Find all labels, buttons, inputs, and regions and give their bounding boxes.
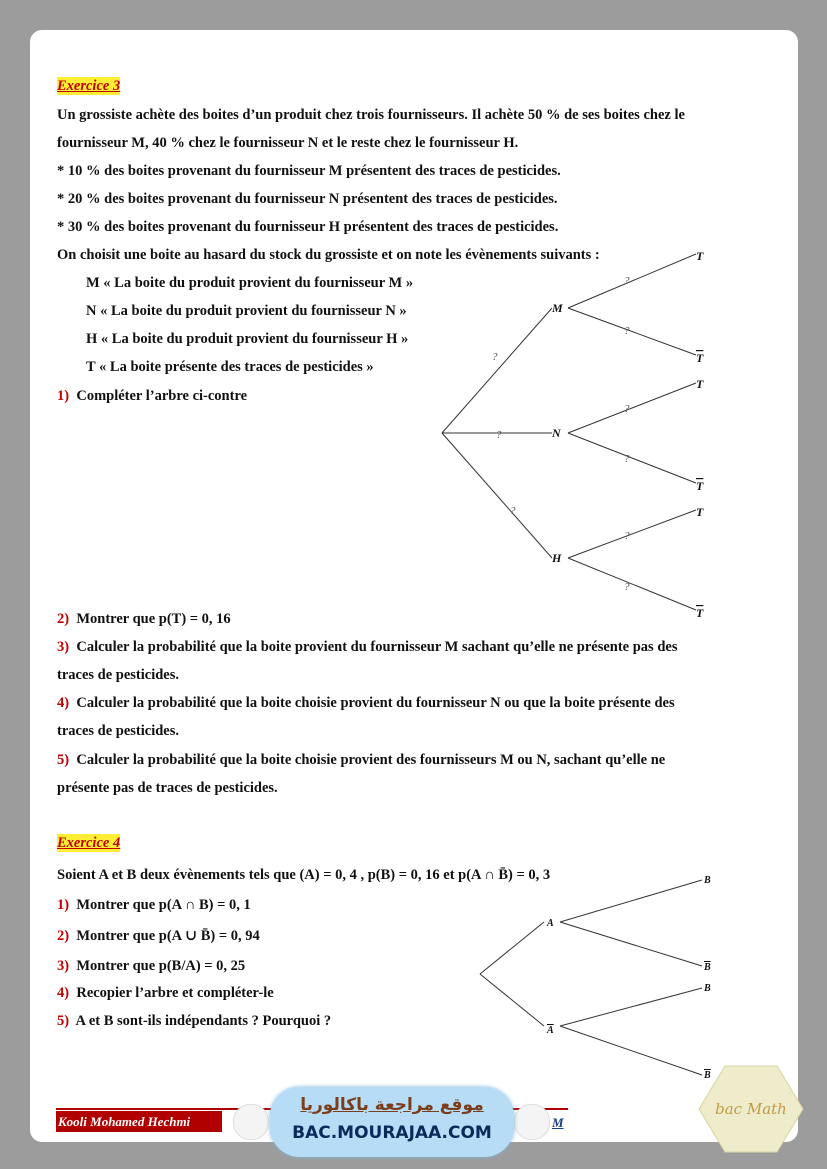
leaf-t: T: [696, 377, 704, 391]
event-m: M « La boite du produit provient du fournisseur M »: [86, 275, 414, 291]
unknown-prob: ?: [624, 403, 630, 415]
leaf-tbar: T: [696, 606, 704, 620]
question-1: [57, 387, 247, 405]
ex4-question-3: [57, 957, 245, 975]
branch-abar-b: [560, 988, 702, 1026]
exercise4-intro: Soient A et B deux évènements tels que (A) = 0, 4 , p(B) = 0, 16 et p(A ∩ B̄) = 0, 3: [57, 867, 551, 883]
question-text: Calculer la probabilité que la boite provient du fournisseur M sachant qu’elle ne présente pas des: [76, 639, 678, 655]
unknown-prob: ?: [624, 325, 630, 337]
branch-h-tbar: [568, 558, 696, 610]
unknown-prob: ?: [624, 275, 630, 287]
branch-a-b: [560, 880, 702, 922]
unknown-prob: ?: [624, 581, 630, 593]
ex4-question-5: [57, 1012, 331, 1030]
branch-root-a: [480, 922, 544, 974]
ex4-question-2: [57, 927, 260, 945]
site-logo-right: [514, 1104, 550, 1140]
exercise3-intro-line1: Un grossiste achète des boites d’un produit chez trois fournisseurs. Il achète 50 % de ses boites chez le: [57, 107, 685, 123]
bac-math-logo: [697, 1064, 805, 1154]
footer-author: Kooli Mohamed Hechmi: [56, 1111, 222, 1132]
question-3: [57, 638, 677, 656]
branch-root-h: [442, 433, 552, 558]
question-number: 1): [57, 388, 70, 404]
question-text: Calculer la probabilité que la boite choisie provient des fournisseurs M ou N, sachant qu’elle ne: [76, 752, 666, 768]
ex4-question-4: [57, 984, 274, 1002]
exercise3-intro-line2: fournisseur M, 40 % chez le fournisseur N et le reste chez le fournisseur H.: [57, 135, 519, 151]
node-h: H: [552, 551, 562, 565]
question-number: 3): [57, 639, 70, 655]
logo-text: bac Math: [715, 1100, 787, 1118]
branch-n-tbar: [568, 433, 696, 483]
branch-h-t: [568, 510, 696, 558]
leaf-bbar: B: [704, 962, 711, 973]
leaf-bbar: B: [704, 1070, 711, 1081]
question-text: Calculer la probabilité que la boite choisie provient du fournisseur N ou que la boite présente des: [76, 695, 675, 711]
question-5-cont: présente pas de traces de pesticides.: [57, 780, 278, 796]
banner-arabic: موقع مراجعة باكالوريا: [300, 1095, 484, 1115]
leaf-b: B: [704, 983, 711, 994]
exercise3-bullet: * 20 % des boites provenant du fournisseur N présentent des traces de pesticides.: [57, 191, 558, 207]
question-3-cont: traces de pesticides.: [57, 667, 180, 683]
node-m: M: [552, 301, 563, 315]
question-2: [57, 610, 231, 628]
question-4: [57, 694, 675, 712]
question-text: Montrer que p(A ∪ B̄) = 0, 94: [76, 928, 260, 944]
question-5: [57, 751, 665, 769]
question-text: Compléter l’arbre ci-contre: [76, 388, 248, 404]
branch-m-tbar: [568, 308, 696, 355]
leaf-tbar: T: [696, 351, 704, 365]
question-text: A et B sont-ils indépendants ? Pourquoi ?: [75, 1013, 332, 1029]
node-n: N: [552, 426, 561, 440]
node-abar: A: [547, 1025, 554, 1036]
unknown-prob: ?: [624, 453, 630, 465]
unknown-prob: ?: [624, 530, 630, 542]
question-text: Montrer que p(A ∩ B) = 0, 1: [76, 897, 251, 913]
exercise3-choice-line: On choisit une boite au hasard du stock du grossiste et on note les évènements suivants :: [57, 247, 600, 263]
exercise3-bullet: * 10 % des boites provenant du fournisseur M présentent des traces de pesticides.: [57, 163, 561, 179]
exercise3-bullet: * 30 % des boites provenant du fournisseur H présentent des traces de pesticides.: [57, 219, 559, 235]
event-t: T « La boite présente des traces de pesticides »: [86, 359, 374, 375]
branch-n-t: [568, 383, 696, 433]
leaf-t: T: [696, 249, 704, 263]
question-number: 5): [57, 752, 70, 768]
footer-right-fragment: M: [552, 1115, 564, 1130]
question-text: Recopier l’arbre et compléter-le: [76, 985, 274, 1001]
site-logo-left: [233, 1104, 269, 1140]
node-a: A: [547, 918, 554, 929]
question-number: 5): [57, 1013, 70, 1029]
question-text: Montrer que p(B/A) = 0, 25: [76, 958, 246, 974]
exercise4-title: Exercice 4: [57, 835, 121, 851]
question-number: 4): [57, 695, 70, 711]
branch-abar-bbar: [560, 1026, 702, 1075]
event-n: N « La boite du produit provient du fournisseur N »: [86, 303, 407, 319]
question-number: 1): [57, 897, 70, 913]
site-banner[interactable]: [270, 1087, 514, 1157]
question-number: 2): [57, 611, 70, 627]
probability-tree-1: [430, 240, 730, 630]
branch-m-t: [568, 254, 696, 308]
question-text: Montrer que p(T) = 0, 16: [76, 611, 231, 627]
event-h: H « La boite du produit provient du fournisseur H »: [86, 331, 409, 347]
branch-root-m: [442, 308, 552, 433]
question-number: 2): [57, 928, 70, 944]
question-number: 4): [57, 985, 70, 1001]
exercise3-title: Exercice 3: [57, 78, 121, 94]
leaf-tbar: T: [696, 479, 704, 493]
question-4-cont: traces de pesticides.: [57, 723, 180, 739]
unknown-prob: ?: [510, 505, 516, 517]
ex4-question-1: [57, 896, 251, 914]
question-number: 3): [57, 958, 70, 974]
unknown-prob: ?: [496, 429, 502, 441]
banner-latin[interactable]: BAC.MOURAJAA.COM: [292, 1123, 492, 1143]
leaf-t: T: [696, 505, 704, 519]
probability-tree-2: [470, 870, 730, 1085]
branch-root-abar: [480, 974, 544, 1026]
leaf-b: B: [704, 875, 711, 886]
branch-a-bbar: [560, 922, 702, 966]
unknown-prob: ?: [492, 351, 498, 363]
